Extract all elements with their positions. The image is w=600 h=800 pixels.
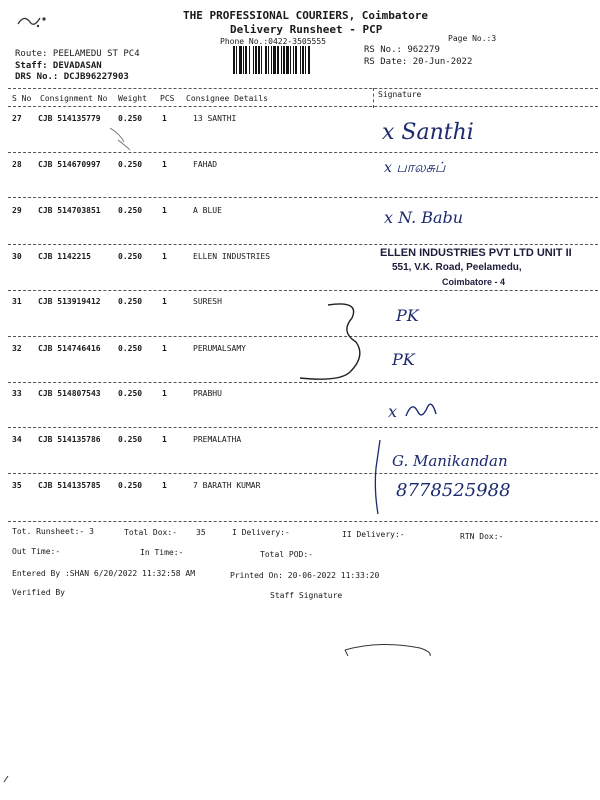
rtn-dox: RTN Dox:- [460, 532, 504, 541]
row-weight: 0.250 [118, 206, 143, 215]
row-sno: 34 [12, 435, 22, 444]
stamp-line2: 551, V.K. Road, Peelamedu, [392, 262, 522, 273]
row-consignment: CJB 514746416 [38, 344, 101, 353]
company-title: THE PROFESSIONAL COURIERS, Coimbatore [183, 9, 429, 22]
verified-by: Verified By [12, 588, 65, 597]
row-consignee: SURESH [193, 297, 222, 306]
row-sno: 29 [12, 206, 22, 215]
total-pod: Total POD:- [260, 550, 313, 559]
row-weight: 0.250 [118, 389, 143, 398]
staff-label: Staff: DEVADASAN [15, 61, 102, 71]
row-sno: 27 [12, 114, 22, 123]
row-consignee: PERUMALSAMY [193, 344, 246, 353]
signature-row-28: x பாலசுப் [384, 160, 446, 176]
rs-date: RS Date: 20-Jun-2022 [364, 57, 473, 67]
row-pcs: 1 [162, 344, 167, 353]
col-header-signature: Signature [378, 90, 422, 99]
signature-row-35-phone: 8778525988 [396, 480, 511, 501]
row-weight: 0.250 [118, 344, 143, 353]
row-consignment: CJB 513919412 [38, 297, 101, 306]
ii-delivery: II Delivery:- [342, 530, 405, 539]
stamp-line3: Coimbatore - 4 [442, 277, 506, 287]
tot-runsheet: Tot. Runsheet:- 3 [12, 527, 94, 536]
row-weight: 0.250 [118, 435, 143, 444]
runsheet-subtitle: Delivery Runsheet - PCP [230, 23, 383, 36]
in-time: In Time:- [140, 548, 184, 557]
row-consignment: CJB 1142215 [38, 252, 91, 261]
row-consignment: CJB 514135786 [38, 435, 101, 444]
row-pcs: 1 [162, 160, 167, 169]
row-consignee: PREMALATHA [193, 435, 242, 444]
row-consignment: CJB 514670997 [38, 160, 101, 169]
signature-row-29: x N. Babu [384, 208, 464, 227]
row-pcs: 1 [162, 297, 167, 306]
row-weight: 0.250 [118, 160, 143, 169]
row-consignee: FAHAD [193, 160, 218, 169]
row-consignee: ELLEN INDUSTRIES [193, 252, 271, 261]
row-sno: 30 [12, 252, 22, 261]
out-time: Out Time:- [12, 547, 61, 556]
row-consignee: 13 SANTHI [193, 114, 237, 123]
col-header-consignee: Consignee Details [186, 94, 268, 103]
signature-row-35-name: G. Manikandan [392, 452, 508, 470]
page-number: Page No.:3 [448, 34, 497, 43]
signature-santhi: x Santhi [382, 120, 474, 145]
col-header-weight: Weight [118, 94, 147, 103]
row-weight: 0.250 [118, 252, 143, 261]
row-sno: 28 [12, 160, 22, 169]
total-dox-label: Total Dox:- [124, 528, 177, 537]
total-dox-value: 35 [196, 528, 206, 537]
row-consignee: PRABHU [193, 389, 222, 398]
col-header-consignment: Consignment No [40, 94, 108, 103]
row-pcs: 1 [162, 389, 167, 398]
staff-signature: Staff Signature [270, 591, 343, 600]
route-label: Route: PEELAMEDU ST PC4 [15, 49, 140, 59]
row-pcs: 1 [162, 481, 167, 490]
row-sno: 32 [12, 344, 22, 353]
row-consignment: CJB 514135779 [38, 114, 101, 123]
row-pcs: 1 [162, 252, 167, 261]
row-sno: 33 [12, 389, 22, 398]
drs-number: DRS No.: DCJB96227903 [15, 72, 129, 82]
row-sno: 35 [12, 481, 22, 490]
row-consignee: A BLUE [193, 206, 222, 215]
i-delivery: I Delivery:- [232, 528, 290, 537]
row-consignment: CJB 514703851 [38, 206, 101, 215]
signature-row-32: PK [392, 350, 415, 369]
signature-scribble [402, 398, 442, 422]
row-weight: 0.250 [118, 114, 143, 123]
col-header-sno: S No [12, 94, 32, 103]
rs-number: RS No.: 962279 [364, 45, 440, 55]
row-weight: 0.250 [118, 481, 143, 490]
entered-by: Entered By :SHAN 6/20/2022 11:32:58 AM [12, 569, 196, 578]
row-pcs: 1 [162, 114, 167, 123]
row-sno: 31 [12, 297, 22, 306]
row-consignment: CJB 514135785 [38, 481, 101, 490]
row-pcs: 1 [162, 435, 167, 444]
signature-row-33: x [388, 402, 398, 421]
printed-on: Printed On: 20-06-2022 11:33:20 [230, 571, 380, 580]
row-consignment: CJB 514807543 [38, 389, 101, 398]
row-consignee: 7 BARATH KUMAR [193, 481, 261, 490]
row-weight: 0.250 [118, 297, 143, 306]
phone-number: Phone No.:0422-3505555 [220, 37, 326, 46]
row-pcs: 1 [162, 206, 167, 215]
col-header-pcs: PCS [160, 94, 175, 103]
signature-row-31: PK [396, 306, 419, 325]
stamp-line1: ELLEN INDUSTRIES PVT LTD UNIT II [380, 247, 572, 259]
